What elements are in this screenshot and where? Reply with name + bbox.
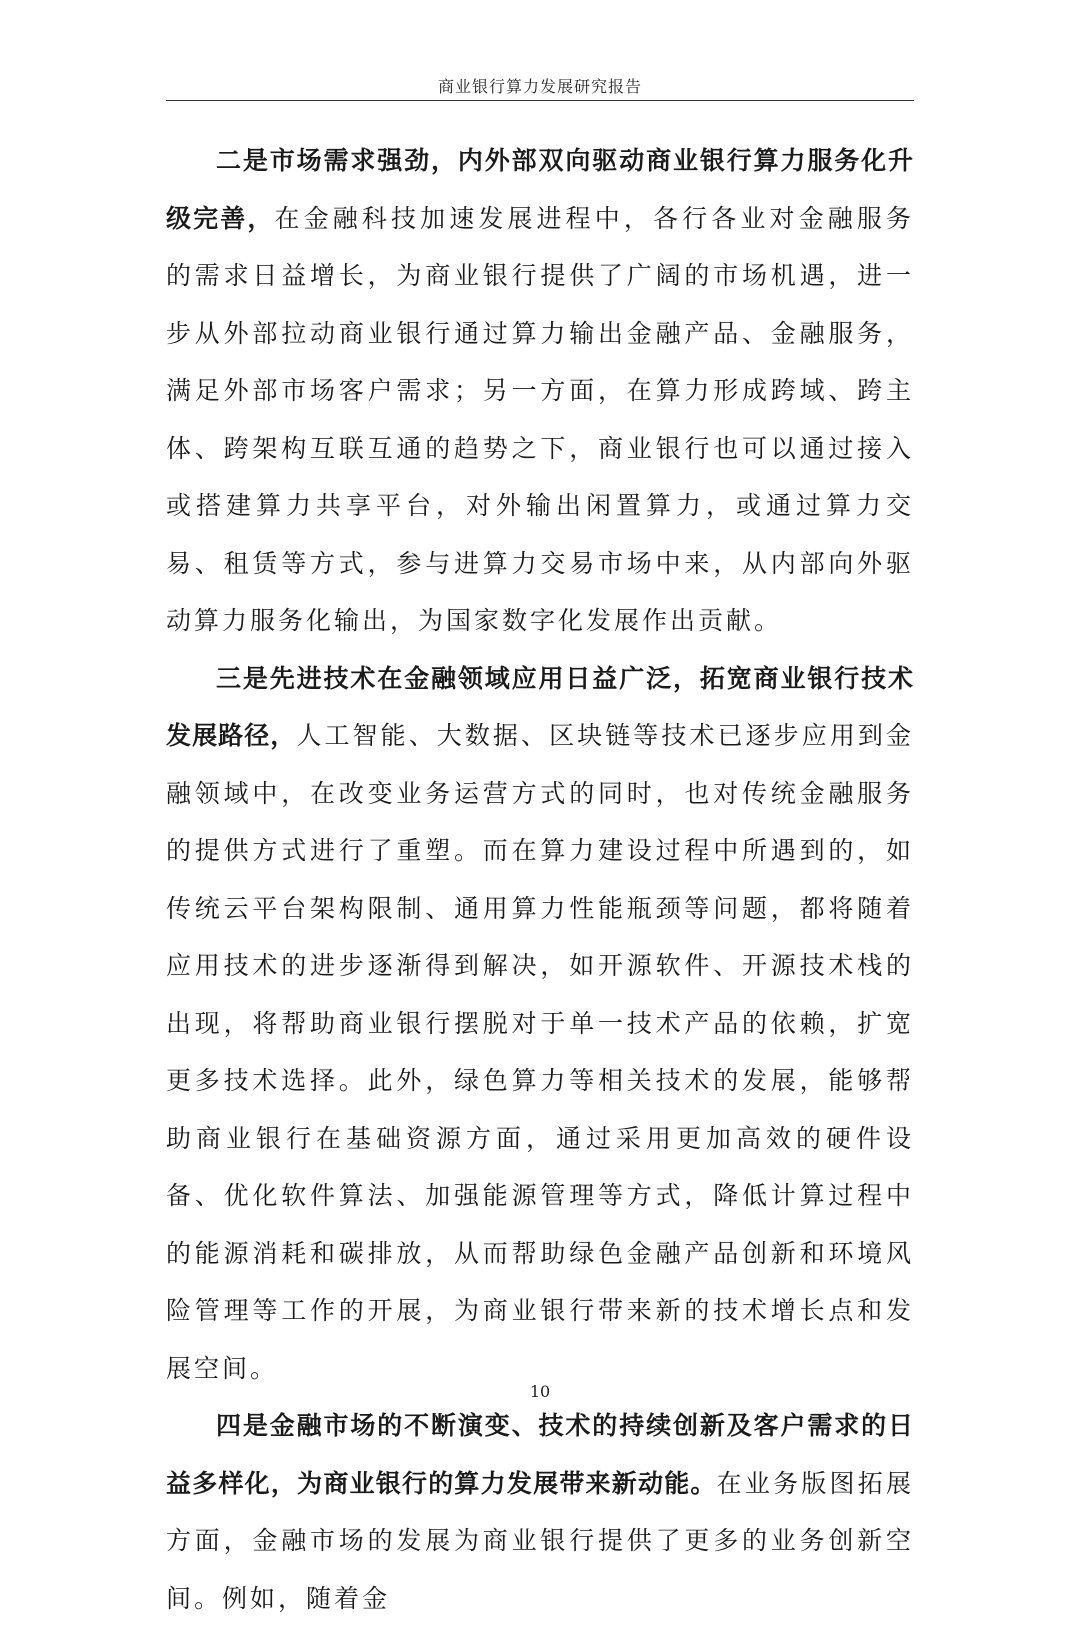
document-body <box>166 132 914 1627</box>
paragraph-market-demand <box>166 132 914 650</box>
paragraph-lead: 二是市场需求强劲，内外部双向驱动商业银行算力服务化升级完善， <box>166 146 914 233</box>
page-number: 10 <box>529 1382 551 1401</box>
header-divider <box>166 100 914 101</box>
paragraph-text: 人工智能、大数据、区块链等技术已逐步应用到金融领域中，在改变业务运营方式的同时，也对传统金融服务的提供方式进行了重塑。而在算力建设过程中所遇到的，如传统云平台架构限制、通用算力性能瓶颈等问题，都将随着应用技术的进步逐渐得到解决，如开源软件、开源技术栈的出现，将帮助商业银行摆脱对于单一技术产品的依赖，扩宽更多技术选择。此外，绿色算力等相关技术的发展，能够帮助商业银行在基础资源方面，通过采用更加高效的硬件设备、优化软件算法、加强能源管理等方式，降低计算过程中的能源消耗和碳排放，从而帮助绿色金融产品创新和环境风险管理等工作的开展，为商业银行带来新的技术增长点和发展空间。 <box>166 721 914 1383</box>
paragraph-lead: 三是先进技术在金融领域应用日益广泛，拓宽商业银行技术发展路径， <box>166 663 914 750</box>
paragraph-lead: 四是金融市场的不断演变、技术的持续创新及客户需求的日益多样化，为商业银行的算力发展带来新动能。 <box>166 1411 914 1498</box>
paragraph-text: 在业务版图拓展方面，金融市场的发展为商业银行提供了更多的业务创新空间。例如，随着金 <box>166 1468 914 1613</box>
paragraph-advanced-technology <box>166 650 914 1398</box>
paragraph-text: 在金融科技加速发展进程中，各行各业对金融服务的需求日益增长，为商业银行提供了广阔的市场机遇，进一步从外部拉动商业银行通过算力输出金融产品、金融服务，满足外部市场客户需求；另一方面，在算力形成跨域、跨主体、跨架构互联互通的趋势之下，商业银行也可以通过接入或搭建算力共享平台，对外输出闲置算力，或通过算力交易、租赁等方式，参与进算力交易市场中来，从内部向外驱动算力服务化输出，为国家数字化发展作出贡献。 <box>166 203 914 635</box>
running-header: 商业银行算力发展研究报告 <box>437 77 642 96</box>
paragraph-market-evolution <box>166 1397 914 1627</box>
